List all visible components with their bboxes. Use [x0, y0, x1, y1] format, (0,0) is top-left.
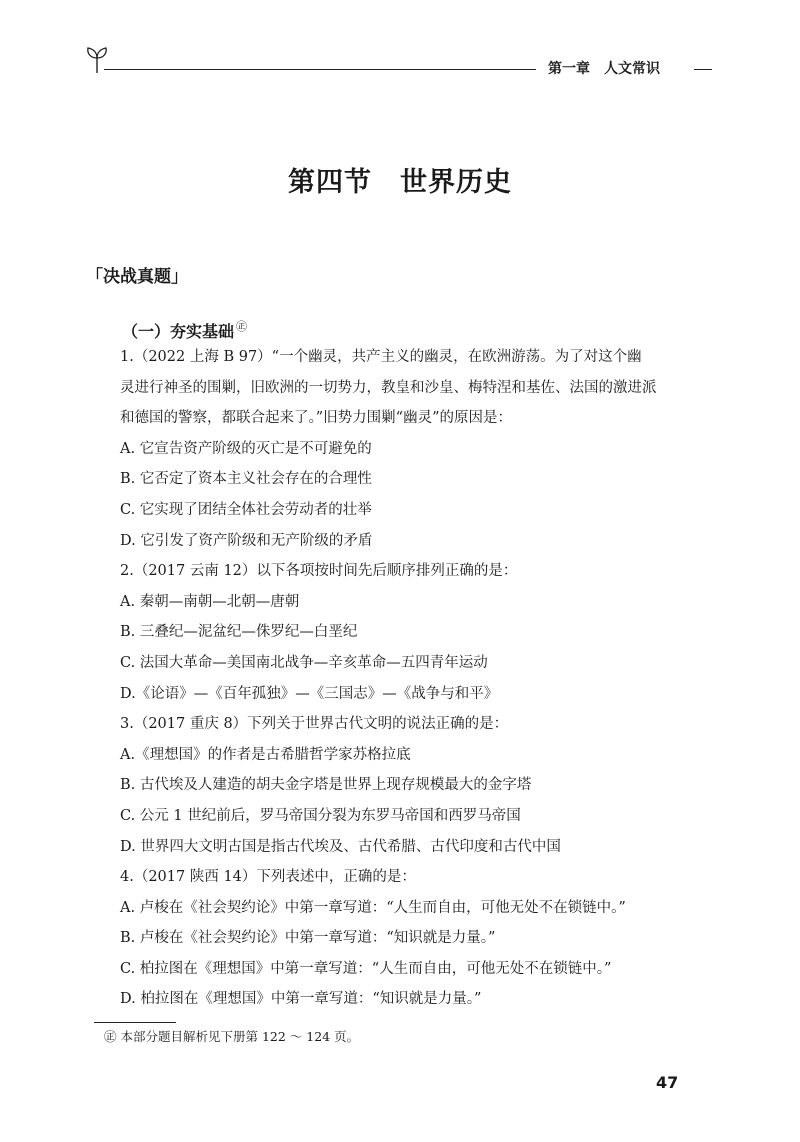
question-stem: 和德国的警察，都联合起来了。”旧势力围剿“幽灵”的原因是： — [120, 410, 512, 427]
option-b: B. 古代埃及人建造的胡夫金字塔是世界上现存规模最大的金字塔 — [120, 777, 532, 794]
page-title: 第四节 世界历史 — [288, 167, 512, 198]
question-2 — [120, 556, 682, 709]
page-number: 47 — [656, 1073, 679, 1092]
question-list — [120, 342, 682, 1015]
option-d: D. 世界四大文明古国是指古代埃及、古代希腊、古代印度和古代中国 — [120, 838, 561, 855]
option-b: B. 卢梭在《社会契约论》中第一章写道：“知识就是力量。” — [120, 930, 496, 947]
question-stem: 2.（2017 云南 12）以下各项按时间先后顺序排列正确的是： — [120, 563, 518, 580]
option-c: C. 柏拉图在《理想国》中第一章写道：“人生而自由，可他无处不在锁链中。” — [120, 960, 612, 977]
header-rule-left — [104, 69, 536, 70]
option-d: D. 它引发了资产阶级和无产阶级的矛盾 — [120, 532, 373, 549]
option-c: C. 它实现了团结全体社会劳动者的壮举 — [120, 501, 372, 518]
subsection-label: （一）夯实基础 — [122, 322, 235, 341]
option-d: D. 柏拉图在《理想国》中第一章写道：“知识就是力量。” — [120, 991, 482, 1008]
option-c: C. 公元 1 世纪前后，罗马帝国分裂为东罗马帝国和西罗马帝国 — [120, 807, 521, 824]
chapter-heading: 第一章 人文常识 — [548, 61, 660, 77]
option-b: B. 它否定了资本主义社会存在的合理性 — [120, 471, 372, 488]
subsection-heading — [122, 318, 247, 342]
option-c: C. 法国大革命—美国南北战争—辛亥革命—五四青年运动 — [120, 654, 488, 671]
option-a: A.《理想国》的作者是古希腊哲学家苏格拉底 — [120, 746, 411, 763]
option-d: D.《论语》—《百年孤独》—《三国志》—《战争与和平》 — [120, 685, 499, 702]
question-stem: 3.（2017 重庆 8）下列关于世界古代文明的说法正确的是： — [120, 716, 509, 733]
option-b: B. 三叠纪—泥盆纪—侏罗纪—白垩纪 — [120, 624, 358, 641]
question-3 — [120, 709, 682, 862]
question-stem: 灵进行神圣的围剿，旧欧洲的一切势力，教皇和沙皇、梅特涅和基佐、法国的激进派 — [120, 379, 657, 396]
option-a: A. 秦朝—南朝—北朝—唐朝 — [120, 593, 300, 610]
footnote: ㊣ 本部分题目解析见下册第 122 ～ 124 页。 — [104, 1029, 360, 1044]
option-a: A. 卢梭在《社会契约论》中第一章写道：“人生而自由，可他无处不在锁链中。” — [120, 899, 626, 916]
option-a: A. 它宣告资产阶级的灭亡是不可避免的 — [120, 440, 372, 457]
question-stem: 4.（2017 陕西 14）下列表述中，正确的是： — [120, 869, 416, 886]
header-rule-right — [694, 69, 712, 70]
section-label: 「决战真题」 — [86, 267, 188, 287]
question-1 — [120, 342, 682, 556]
question-4 — [120, 862, 682, 1015]
question-stem: 1.（2022 上海 B 97）“一个幽灵，共产主义的幽灵，在欧洲游荡。为了对这个幽 — [120, 349, 642, 365]
footnote-rule — [94, 1022, 176, 1023]
note-mark-icon: ㊣ — [236, 320, 248, 333]
